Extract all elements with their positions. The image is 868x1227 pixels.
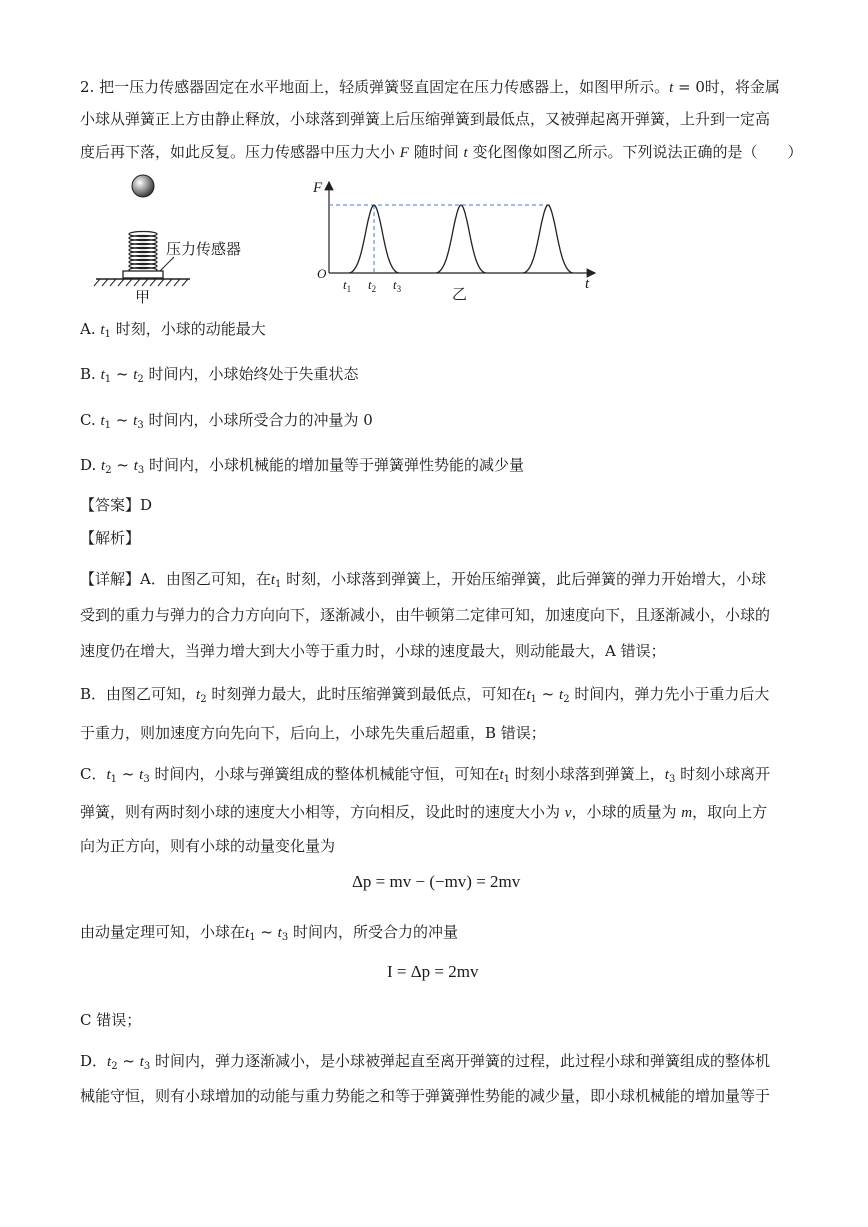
figure-jia [90, 168, 270, 308]
answer: 【答案】D [80, 496, 153, 514]
detail-D-line-2: 械能守恒，则有小球增加的动能与重力势能之和等于弹簧弹性势能的减少量，即小球机械能的增加量等于 [80, 1087, 771, 1105]
detail-A-line-1: 【详解】A．由图乙可知，在$t_1$ 时刻，小球落到弹簧上，开始压缩弹簧，此后弹簧的弹力开始增大，小球 [80, 570, 767, 590]
question-line-2: 小球从弹簧正上方由静止释放，小球落到弹簧上后压缩弹簧到最低点，又被弹起离开弹簧，上升到一定高 [80, 110, 771, 128]
figure-yi [305, 172, 605, 307]
pressure-sensor [123, 271, 163, 278]
ground-hatch [94, 279, 188, 286]
metal-ball [132, 175, 154, 197]
t1-label: $t_1$ [343, 277, 352, 294]
detail-C-line-3: 向为正方向，则有小球的动量变化量为 [80, 837, 336, 855]
detail-A-line-3: 速度仍在增大，当弹力增大到大小等于重力时，小球的速度最大，则动能最大，A 错误； [80, 642, 666, 660]
detail-B-line-2: 于重力，则加速度方向先向下，后向上，小球先失重后超重，B 错误； [80, 724, 546, 742]
detail-C-line-1: C．$t_1$ ~ $t_3$ 时间内，小球与弹簧组成的整体机械能守恒，可知在$t_1$ 时刻小球落到弹簧上，$t_3$ 时刻小球离开 [80, 765, 771, 785]
spring [129, 232, 157, 273]
equation-impulse: I = Δp = 2mv [387, 962, 479, 981]
detail-C-line-4: 由动量定理可知，小球在$t_1$ ~ $t_3$ 时间内，所受合力的冲量 [80, 923, 458, 943]
option-D: D. $t_2$ ~ $t_3$ 时间内，小球机械能的增加量等于弹簧弹性势能的减少量 [80, 456, 525, 476]
detail-B-line-1: B．由图乙可知，$t_2$ 时刻弹力最大，此时压缩弹簧到最低点，可知在$t_1$ ~ $t_2$ 时间内，弹力先小于重力后大 [80, 685, 770, 705]
force-curve [349, 205, 573, 273]
sensor-pointer [160, 257, 174, 271]
axis-F-label: F [313, 180, 323, 196]
equation-momentum-change: Δp = mv − (−mv) = 2mv [352, 872, 521, 891]
sensor-label: 压力传感器 [166, 242, 242, 258]
question-line-3: 度后再下落，如此反复。压力传感器中压力大小 F 随时间 t 变化图像如图乙所示。下列说法正确的是（ ） [80, 143, 803, 161]
detail-D-line-1: D．$t_2$ ~ $t_3$ 时间内，弹力逐渐减小，是小球被弹起直至离开弹簧的过程，此过程小球和弹簧组成的整体机 [80, 1052, 771, 1072]
question-line-1: 2. 把一压力传感器固定在水平地面上，轻质弹簧竖直固定在压力传感器上，如图甲所示。t = 0时，将金属 [80, 78, 780, 96]
detail-C-line-2: 弹簧，则有两时刻小球的速度大小相等，方向相反，设此时的速度大小为 v，小球的质量为 m，取向上方 [80, 803, 768, 821]
analysis-heading: 【解析】 [80, 529, 141, 547]
axis-t-label: t [585, 276, 590, 292]
option-C: C. $t_1$ ~ $t_3$ 时间内，小球所受合力的冲量为 0 [80, 411, 373, 431]
detail-C-line-5: C 错误； [80, 1011, 142, 1029]
figure-yi-label: 乙 [452, 287, 468, 303]
origin-label: O [317, 266, 327, 281]
detail-A-line-2: 受到的重力与弹力的合力方向向下，逐渐减小，由牛顿第二定律可知，加速度向下，且逐渐减小，小球的 [80, 606, 771, 624]
option-A: A. $t_1$ 时刻，小球的动能最大 [80, 320, 266, 340]
figure-jia-label: 甲 [135, 290, 151, 306]
option-B: B. $t_1$ ~ $t_2$ 时间内，小球始终处于失重状态 [80, 365, 359, 385]
t3-label: $t_3$ [393, 277, 402, 294]
t2-label: $t_2$ [368, 277, 377, 294]
